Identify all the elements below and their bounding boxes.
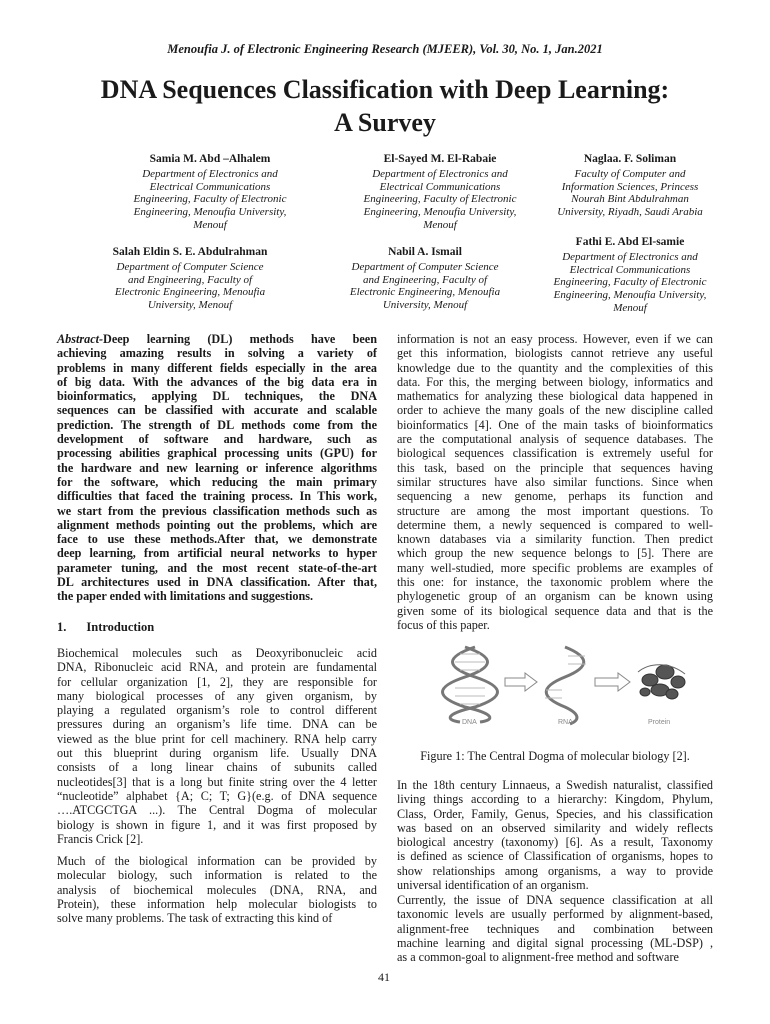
text-line: deep learning, from artificial neural networks to hyper [57, 546, 377, 561]
text-line: known databases via a similarity function. Then predict [397, 532, 713, 547]
text-line: structure are among the most important questions. To [397, 503, 713, 518]
author-affiliation-line: Department of Computer Science [116, 260, 264, 273]
author-name: Naglaa. F. Soliman [583, 153, 677, 165]
text-line: Much of the biological information can be provided by [57, 854, 377, 868]
author-name: El-Sayed M. El-Rabaie [383, 153, 497, 165]
text-line: bioinformatics, applying DL techniques, the DNA [57, 389, 377, 404]
author-affiliation-line: Department of Electronics and [142, 167, 278, 180]
text-line: Class, Order, Family, Genus, Species, and his classification [397, 806, 713, 821]
text-line: focus of this paper. [397, 617, 490, 632]
text-line-content: Deep learning (DL) methods have been [103, 332, 377, 346]
author-affiliation-line: Department of Computer Science [351, 260, 499, 273]
text-line: Protein), these information help molecular biologists to [57, 896, 377, 911]
text-line: difficulties that faced the training process. In This work, [57, 489, 377, 504]
text-line: mathematics for analyzing these biological data happened in [397, 389, 713, 404]
figure-label-rna: RNA [558, 719, 573, 726]
protein-structure-image [638, 665, 685, 699]
text-line: nucleotides[3] that is a long but finite string over the 4 letter [57, 774, 377, 789]
section-heading-introduction [57, 620, 154, 635]
text-line: playing a regulated organism’s role to control different [57, 703, 377, 718]
text-line: sequencing a new genome, perhaps its function and [397, 489, 713, 504]
text-line: determine them, a newly sequenced is compared to well- [397, 517, 713, 532]
text-line: DL architectures used in DNA classification. After that, [57, 575, 377, 590]
text-line: prediction. The strength of DL methods come from the [57, 417, 377, 432]
author-affiliation-line: University, Riyadh, Saudi Arabia [557, 206, 703, 219]
text-line: given some of its biological sequence data and that is the [397, 603, 713, 618]
text-line: biological sequences classification is extremely useful for [397, 446, 713, 461]
author-affiliation-line: Department of Electronics and [562, 250, 698, 263]
text-line [57, 332, 377, 346]
author-affiliation-line: Engineering, Faculty of Electronic [133, 193, 287, 206]
text-line: processing abilities graphical processing units (GPU) for [57, 446, 377, 461]
text-line: alignment-free techniques and combination between [397, 921, 713, 936]
abstract [57, 332, 377, 604]
author-affiliation-line: Electronic Engineering, Menoufia [114, 286, 266, 299]
figure-label-protein: Protein [648, 719, 671, 726]
text-line: analysis of biochemical molecules (DNA, RNA, and [57, 882, 377, 897]
text-line: pressures during an organism’s life time. DNA can be [57, 717, 377, 732]
author-affiliation-line: Electrical Communications [569, 263, 691, 276]
text-line: the paper ended with limitations and suggestions. [57, 589, 314, 604]
author-name: Samia M. Abd –Alhalem [149, 153, 271, 165]
rna-strand-image [545, 647, 586, 724]
author [530, 236, 730, 315]
text-line: “nucleotide” alphabet {A; C; T; G}(e.g. of DNA sequence [57, 788, 377, 803]
text-line: are the computational analysis of sequence databases. The [397, 432, 713, 447]
section-title: Introduction [86, 620, 155, 634]
arrow-icon [505, 673, 537, 691]
text-line: In the 18th century Linnaeus, a Swedish naturalist, classified [397, 778, 713, 792]
author-affiliation-line: Electrical Communications [149, 180, 271, 193]
figure-caption: Figure 1: The Central Dogma of molecular biology [2]. [420, 749, 690, 763]
text-line: viewed as the blue print for cell machinery. RNA help carry [57, 731, 377, 746]
text-line: similar structures have also similar functions. Since when [397, 474, 713, 489]
text-line: achieving amazing results in solving a variety of [57, 346, 377, 361]
author-affiliation-line: and Engineering, Faculty of [362, 273, 488, 286]
text-line: face to use these methods.After that, we demonstrate [57, 532, 377, 547]
right-paragraph-3 [397, 893, 713, 964]
text-line: taxonomic levels are usually performed by alignment-based, [397, 907, 713, 922]
author-affiliation-line: Menouf [423, 218, 457, 231]
author-affiliation-line: Engineering, Menoufia University, [363, 206, 517, 219]
text-line: for cellular organization [1, 2], they are responsible for [57, 674, 377, 689]
text-line: biological ancestry (taxonomy) [6]. As a result, Taxonomy [397, 835, 713, 850]
text-line: this task, based on the principle that sequences having [397, 460, 713, 475]
author-affiliation-line: Engineering, Faculty of Electronic [363, 193, 517, 206]
author [340, 153, 540, 232]
intro-paragraph-1 [57, 646, 377, 846]
text-line: we start from the previous classification methods such as [57, 503, 377, 518]
text-line: alignment methods pointing out the problems, which are [57, 517, 377, 532]
title-line-2: A Survey [334, 108, 436, 137]
text-line: information is not an easy process. However, even if we can [397, 332, 713, 346]
text-line: is defined as science of Classification of organisms, hopes to [397, 849, 713, 864]
text-line: sequences can be classified with accurate and scalable [57, 403, 377, 418]
author-affiliation-line: Nourah Bint Abdulrahman [571, 193, 689, 206]
text-line: parameter tuning, and the most recent state-of-the-art [57, 560, 377, 575]
title-line-1: DNA Sequences Classification with Deep Learning: [100, 75, 670, 104]
text-line: out this blueprint during organism life. Usually DNA [57, 746, 377, 761]
text-line: bioinformatics [4]. One of the main tasks of bioinformatics [397, 417, 713, 432]
text-line: show relationships among organisms, a way to provide [397, 863, 713, 878]
text-line: of big data. With the advances of the big data era in [57, 374, 377, 389]
text-line: problems in many different fields especially in the area [57, 360, 377, 375]
author [325, 246, 525, 312]
text-line: molecular biology, such information is related to the [57, 868, 377, 883]
text-line: Currently, the issue of DNA sequence classification at all [397, 893, 713, 907]
author-name: Salah Eldin S. E. Abdulrahman [112, 246, 268, 258]
page-number: 41 [378, 970, 390, 984]
text-line: ….ATCGCTGA ...). The Central Dogma of molecular [57, 803, 377, 818]
text-line: for the software, which reducing the main primary [57, 474, 377, 489]
author-name: Nabil A. Ismail [388, 246, 462, 258]
author-affiliation-line: Engineering, Faculty of Electronic [553, 276, 707, 289]
author-affiliation-line: University, Menouf [147, 299, 233, 312]
figure-label-dna: DNA [462, 719, 477, 726]
journal-header: Menoufia J. of Electronic Engineering Research (MJEER), Vol. 30, No. 1, Jan.2021 [167, 42, 603, 56]
author-affiliation-line: Menouf [613, 301, 647, 314]
text-line: Francis Crick [2]. [57, 831, 144, 846]
author-affiliation-line: Faculty of Computer and [574, 167, 686, 180]
text-line: was based on an observed similarity and widely reflects [397, 820, 713, 835]
author-affiliation-line: Engineering, Menoufia University, [133, 206, 287, 219]
right-paragraph-1 [397, 332, 713, 632]
text-line: consists of a long linear chains of subunits called [57, 760, 377, 775]
text-line: order to achieve the many goals of the new discipline called [397, 403, 713, 418]
abstract-label: Abstract- [57, 332, 104, 346]
text-line: Biochemical molecules such as Deoxyribonucleic acid [57, 646, 377, 660]
right-paragraph-2 [397, 778, 713, 892]
text-line: DNA, Ribonucleic acid RNA, and protein are fundamental [57, 660, 377, 675]
author-affiliation-line: Electronic Engineering, Menoufia [349, 286, 501, 299]
author [90, 246, 290, 312]
text-line: the hardware and new learning or inference algorithms [57, 460, 377, 475]
text-line: living things according to a hierarchy: Kingdom, Phylum, [397, 792, 713, 807]
section-number: 1. [57, 620, 67, 634]
text-line: as a common-goal to alignment-free method and software [397, 950, 679, 965]
text-line: knowledge due to the quantity and the complexities of this [397, 360, 713, 375]
central-dogma-figure [440, 642, 690, 727]
text-line: development of software and hardware, such as [57, 432, 377, 447]
intro-paragraph-2 [57, 854, 377, 925]
text-line: solve many problems. The task of extracting this kind of [57, 911, 333, 926]
paper-title [0, 73, 770, 139]
author-affiliation-line: and Engineering, Faculty of [127, 273, 253, 286]
text-line: many well-studied, more specific problems are examples of [397, 560, 713, 575]
author [530, 153, 730, 219]
text-line: which group the new sequence belongs to [5]. There are [397, 546, 713, 561]
author-affiliation-line: Information Sciences, Princess [561, 180, 699, 193]
author [110, 153, 310, 232]
text-line: get this information, biologists cannot retrieve any useful [397, 346, 713, 361]
author-affiliation-line: Engineering, Menoufia University, [553, 289, 707, 302]
author-affiliation-line: Department of Electronics and [372, 167, 508, 180]
author-name: Fathi E. Abd El-samie [575, 236, 685, 248]
text-line: phylogenetic group of an organism can be known using [397, 589, 713, 604]
text-line: biology is shown in figure 1, and it was first proposed by [57, 817, 377, 832]
arrow-icon [595, 673, 630, 691]
dna-helix-image [443, 647, 498, 722]
text-line: data. For this, the merging between biology, informatics and [397, 374, 713, 389]
text-line: this one: for instance, the taxonomic problem where the [397, 575, 713, 590]
text-line: universal identification of an organism. [397, 878, 589, 893]
author-affiliation-line: Menouf [193, 218, 227, 231]
text-line: many biological processes of any given organism, by [57, 688, 377, 703]
text-line: machine learning and digital signal processing (ML-DSP) , [397, 935, 713, 950]
author-affiliation-line: Electrical Communications [379, 180, 501, 193]
author-affiliation-line: University, Menouf [382, 299, 468, 312]
